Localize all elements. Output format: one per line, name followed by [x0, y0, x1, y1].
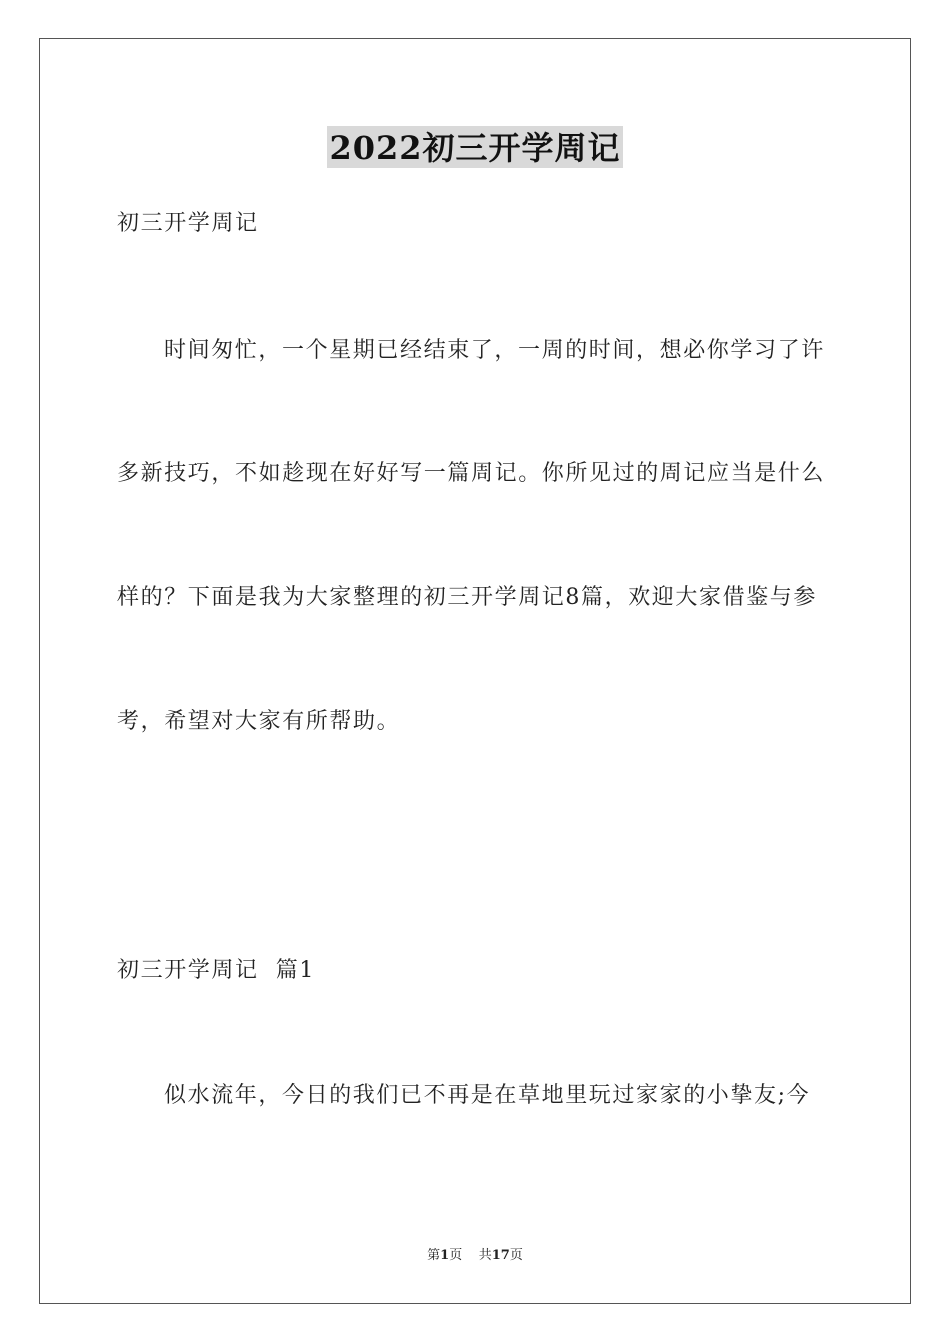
page-footer — [0, 1247, 950, 1265]
paragraph-line-3: 样的？下面是我为大家整理的初三开学周记8篇，欢迎大家借鉴与参 — [117, 585, 817, 610]
paragraph-line-2: 多新技巧，不如趁现在好好写一篇周记。你所见过的周记应当是什么 — [117, 461, 826, 486]
footer-total-suffix: 页 — [509, 1248, 523, 1263]
paragraph-line-1: 时间匆忙，一个星期已经结束了，一周的时间，想必你学习了许 — [164, 338, 825, 363]
section-heading: 初三开学周记 篇1 — [117, 958, 315, 983]
footer-page-prefix: 第 — [427, 1248, 441, 1263]
footer-page-number: 1 — [440, 1248, 450, 1263]
footer-total-number: 17 — [491, 1248, 510, 1263]
footer-page-suffix: 页 — [449, 1248, 463, 1263]
document-title-wrap — [0, 126, 950, 168]
subtitle: 初三开学周记 — [117, 211, 259, 236]
section-paragraph-line-1: 似水流年，今日的我们已不再是在草地里玩过家家的小挚友;今 — [164, 1083, 811, 1108]
footer-total-prefix: 共 — [478, 1248, 492, 1263]
document-title: 2022初三开学周记 — [327, 126, 622, 168]
paragraph-line-4: 考，希望对大家有所帮助。 — [117, 709, 401, 734]
